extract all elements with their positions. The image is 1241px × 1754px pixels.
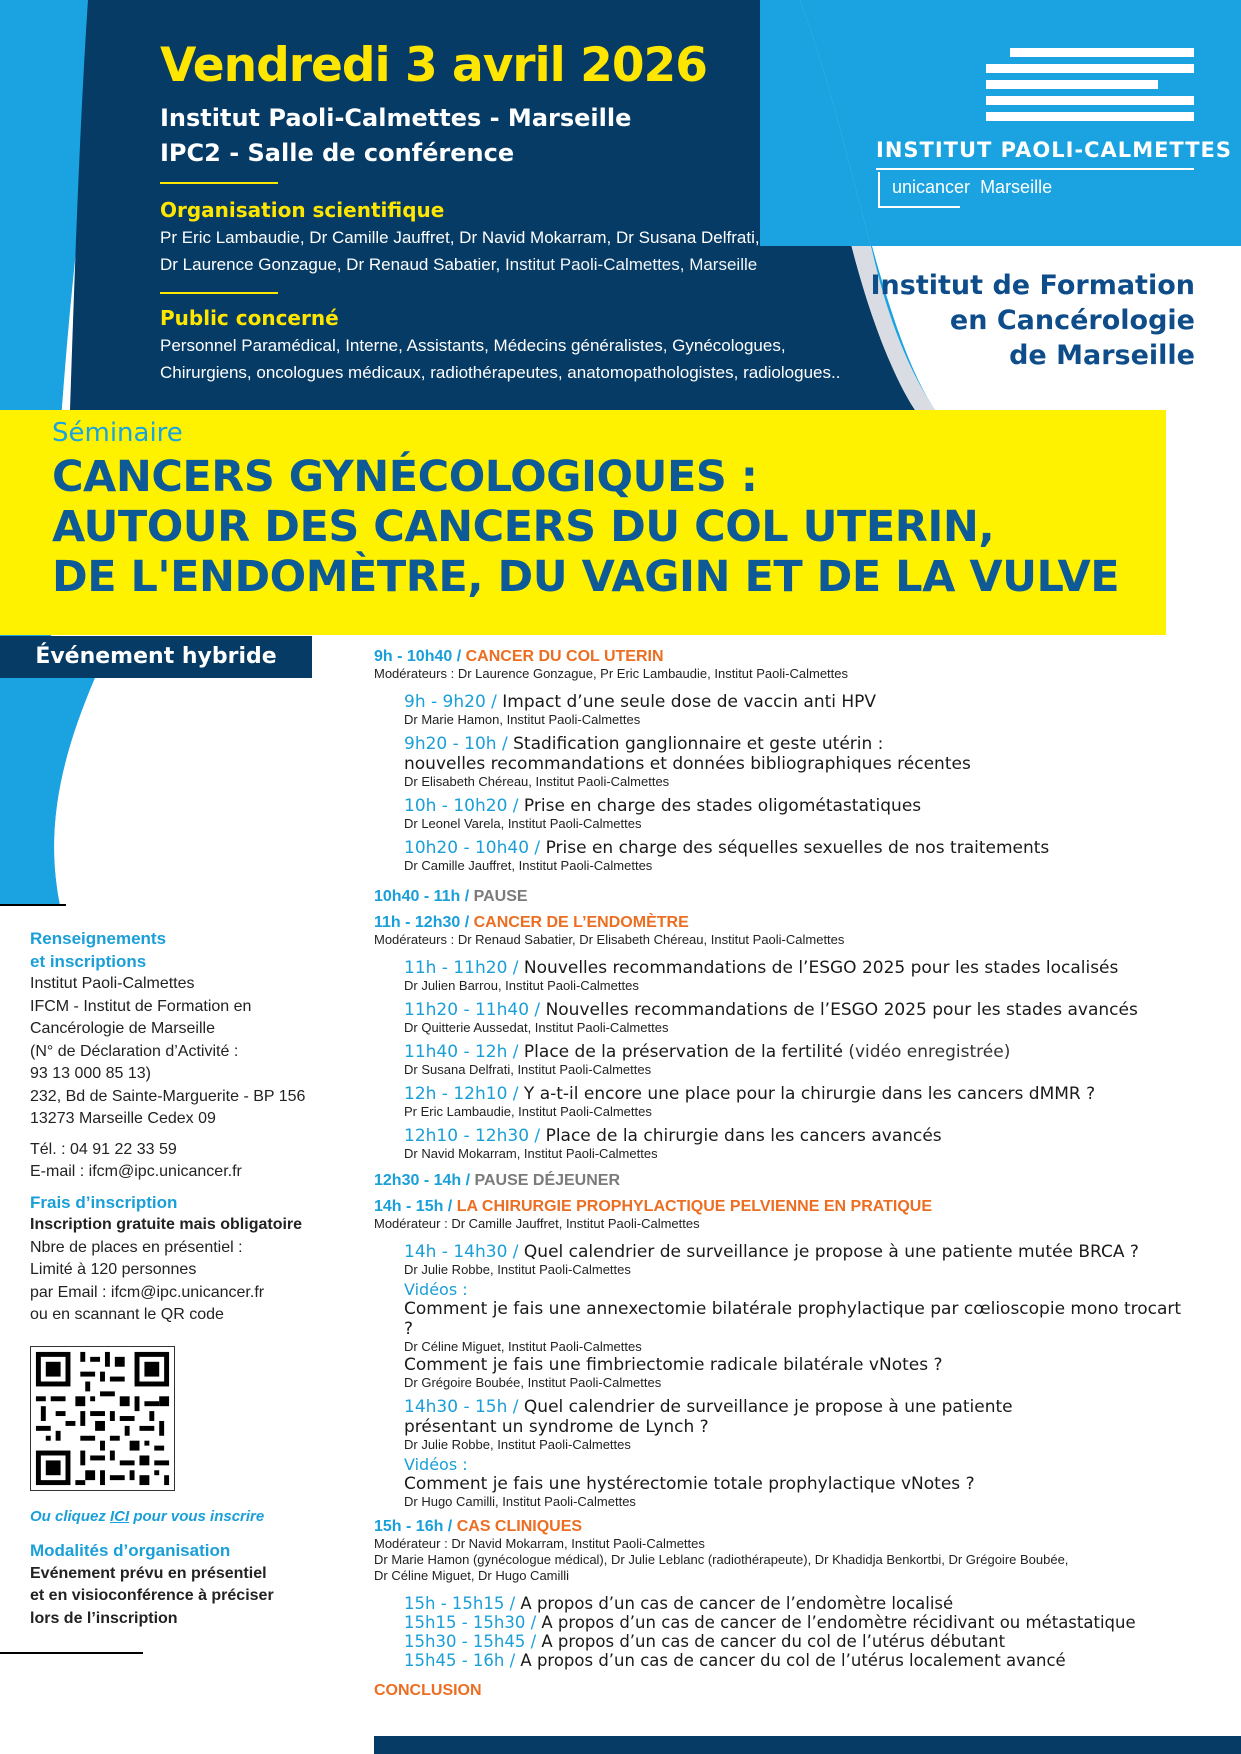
seminar-title-3: DE L'ENDOMÈTRE, DU VAGIN ET DE LA VULVE [52, 552, 1120, 602]
register-ici-link[interactable]: ICI [110, 1508, 130, 1525]
moderators-names: Modérateurs : Dr Renaud Sabatier, Dr Elisabeth Chéreau [374, 932, 704, 947]
case-time: 15h45 - 16h / [404, 1651, 521, 1670]
session [404, 692, 1194, 728]
public-title: Public concerné [160, 306, 339, 330]
seminar-title [52, 452, 1119, 602]
case-title: A propos d’un cas de cancer de l’endomètre récidivant ou métastatique [541, 1613, 1136, 1632]
moderators-names: Modérateur : Dr Camille Jauffret [374, 1216, 559, 1231]
session [404, 796, 1194, 832]
yellow-divider-2 [160, 292, 278, 294]
speaker: Dr Camille Jauffret [404, 858, 512, 873]
orga-inst: Institut Paoli-Calmettes, Marseille [504, 255, 758, 274]
logo-name: INSTITUT PAOLI-CALMETTES [876, 138, 1233, 162]
orga-text [160, 224, 760, 278]
ifcm-title [871, 268, 1195, 373]
speaker-inst: , Institut Paoli-Calmettes [511, 858, 653, 873]
block-prophylaxie-head [374, 1198, 1194, 1216]
pause-title: PAUSE [473, 888, 528, 905]
seminar-title-2: AUTOUR DES CANCERS DU COL UTERIN, [52, 502, 995, 552]
orga-line-1: Pr Eric Lambaudie, Dr Camille Jauffret, Dr Navid Mokarram, Dr Susana Delfrati, [160, 228, 760, 247]
speaker-inst: , Institut Paoli-Calmettes [520, 1375, 662, 1390]
event-date: Vendredi 3 avril 2026 [160, 38, 707, 93]
pause-time: 12h30 - 14h / [374, 1172, 475, 1189]
moderators-inst: , Institut Paoli-Calmettes [707, 666, 849, 681]
case-time: 15h - 15h15 / [404, 1594, 521, 1613]
public-line-1: Personnel Paramédical, Interne, Assistants, Médecins généralistes, Gynécologues, [160, 336, 786, 355]
participant-role: (gynécologue médical) [472, 1552, 604, 1567]
session-time: 11h - 11h20 / [404, 958, 524, 978]
session-time: 9h20 - 10h / [404, 734, 514, 754]
case [404, 1613, 1194, 1632]
phone: Tél. : 04 91 22 33 59 [30, 1140, 177, 1158]
block-items [404, 1594, 1194, 1670]
speaker-inst: , Institut Paoli-Calmettes [510, 1104, 652, 1119]
session-time: 14h30 - 15h / [404, 1397, 524, 1417]
pause-title: PAUSE DÉJEUNER [474, 1172, 621, 1189]
speaker-inst: , Institut Paoli-Calmettes [495, 1494, 636, 1509]
speaker: Dr Quitterie Aussedat [404, 1020, 528, 1035]
case-time: 15h30 - 15h45 / [404, 1632, 542, 1651]
moderators-inst: , Institut Paoli-Calmettes [558, 1216, 700, 1231]
fees-title: Frais d’inscription [30, 1192, 178, 1212]
block-endometre-head [374, 914, 1194, 932]
session-title: Quel calendrier de surveillance je propose à une patiente [523, 1397, 1013, 1417]
speaker: Dr Susana Delfrati [404, 1062, 511, 1077]
moderators [374, 1216, 1194, 1232]
speaker-inst: , Institut Paoli-Calmettes [500, 1339, 642, 1354]
fees-line: Nbre de places en présentiel : [30, 1238, 243, 1256]
session [404, 1000, 1194, 1036]
session-title: Prise en charge des séquelles sexuelles de nos traitements [545, 838, 1050, 858]
block-cas-head [374, 1518, 1194, 1536]
speaker: Dr Julie Robbe [404, 1262, 490, 1277]
videos-label: Vidéos : [404, 1280, 468, 1299]
session-title: Y a-t-il encore une place pour la chirurgie dans les cancers dMMR ? [523, 1084, 1096, 1104]
modal-line: Evénement prévu en présentiel [30, 1564, 267, 1582]
session [404, 1242, 1194, 1391]
logo-city: Marseille [980, 177, 1053, 197]
speaker-inst: , Institut Paoli-Calmettes [516, 1146, 658, 1161]
case [404, 1651, 1194, 1670]
info-title-2: et inscriptions [30, 951, 147, 971]
session-title-2: présentant un syndrome de Lynch ? [404, 1417, 709, 1437]
ifcm-line-3: de Marseille [1009, 340, 1195, 371]
session-title: Prise en charge des stades oligométastatiques [523, 796, 922, 816]
fees-line: Limité à 120 personnes [30, 1261, 197, 1278]
conclusion: CONCLUSION [374, 1682, 482, 1699]
session-title: Place de la préservation de la fertilité [523, 1042, 843, 1062]
register-link[interactable] [30, 1508, 264, 1525]
session-title: Nouvelles recommandations de l’ESGO 2025 pour les stades avancés [545, 1000, 1138, 1020]
session [404, 734, 1194, 790]
venue-line-2: IPC2 - Salle de conférence [160, 139, 515, 167]
session-time: 11h40 - 12h / [404, 1042, 524, 1062]
video-title: Comment je fais une annexectomie bilatérale prophylactique par cœlioscopie mono trocart ? [404, 1299, 1182, 1339]
block-items [404, 692, 1194, 874]
info-title-1: Renseignements [30, 929, 167, 948]
qr-code[interactable] [30, 1346, 175, 1491]
speaker: Dr Céline Miguet [404, 1339, 501, 1354]
block-time: 14h - 15h / [374, 1198, 457, 1215]
participant: , Dr Julie Leblanc [603, 1552, 708, 1567]
logo-sub [892, 177, 1052, 198]
moderators [374, 932, 1194, 948]
session-time: 14h - 14h30 / [404, 1242, 524, 1262]
case-title: A propos d’un cas de cancer de l’endomètre localisé [520, 1594, 954, 1613]
moderators [374, 666, 1194, 682]
modal-line: et en visioconférence à préciser [30, 1587, 274, 1604]
lunch-head [374, 1172, 1194, 1190]
case [404, 1594, 1194, 1613]
venue-line-1: Institut Paoli-Calmettes - Marseille [160, 104, 632, 132]
info-line: (N° de Déclaration d’Activité : [30, 1042, 239, 1060]
speaker-inst: , Institut Paoli-Calmettes [500, 816, 642, 831]
block-items [404, 1242, 1194, 1510]
orga-names: Dr Laurence Gonzague, Dr Renaud Sabatier, [160, 255, 501, 274]
session-title: Impact d’une seule dose de vaccin anti HPV [502, 692, 877, 712]
public-text [160, 332, 840, 386]
session-time: 12h10 - 12h30 / [404, 1126, 546, 1146]
block-title: CANCER DU COL UTERIN [465, 648, 664, 665]
public-line-2: Chirurgiens, oncologues médicaux, radiothérapeutes, anatomopathologistes, radiologues.. [160, 363, 841, 382]
speaker-inst: , Institut Paoli-Calmettes [497, 978, 639, 993]
speaker: Dr Marie Hamon [404, 712, 500, 727]
email[interactable]: E-mail : ifcm@ipc.unicancer.fr [30, 1163, 242, 1180]
modal-title: Modalités d’organisation [30, 1541, 231, 1560]
modal-line: lors de l’inscription [30, 1609, 178, 1627]
block-title: LA CHIRURGIE PROPHYLACTIQUE PELVIENNE EN PRATIQUE [456, 1198, 932, 1215]
block-title: CAS CLINIQUES [456, 1518, 583, 1535]
session [404, 838, 1194, 874]
bottom-bar [374, 1736, 1241, 1754]
participant: Dr Marie Hamon [374, 1552, 473, 1567]
case-time: 15h15 - 15h30 / [404, 1613, 542, 1632]
participants-2: Dr Céline Miguet, Dr Hugo Camilli [374, 1568, 570, 1583]
block-title: CANCER DE L’ENDOMÈTRE [473, 914, 689, 931]
seminar-title-1: CANCERS GYNÉCOLOGIQUES : [52, 452, 758, 502]
register-post: pour vous inscrire [129, 1508, 265, 1525]
speaker-inst: , Institut Paoli-Calmettes [490, 1262, 631, 1277]
speaker-inst: , Institut Paoli-Calmettes [499, 712, 641, 727]
session-title: Quel calendrier de surveillance je propose à une patiente mutée BRCA ? [523, 1242, 1139, 1262]
moderators [374, 1536, 1194, 1552]
moderators-names: Modérateur : Dr Navid Mokarram [374, 1536, 564, 1551]
block-items [404, 958, 1194, 1162]
logo-brand: unicancer [892, 177, 971, 197]
orga-title: Organisation scientifique [160, 198, 445, 222]
yellow-divider [160, 182, 278, 184]
session-title-2: nouvelles recommandations et données bibliographiques récentes [404, 754, 971, 774]
video-title: Comment je fais une hystérectomie totale prophylactique vNotes ? [404, 1474, 975, 1494]
session-time: 11h20 - 11h40 / [404, 1000, 546, 1020]
info-line: Cancérologie de Marseille [30, 1020, 215, 1037]
case [404, 1632, 1194, 1651]
videos-label: Vidéos : [404, 1455, 468, 1474]
info-section [30, 928, 330, 1327]
session-time: 10h20 - 10h40 / [404, 838, 546, 858]
speaker: Dr Grégoire Boubée [404, 1375, 521, 1390]
speaker-inst: , Institut Paoli-Calmettes [527, 1020, 669, 1035]
program [374, 648, 1194, 1700]
participant: , Dr Khadidja Benkortbi, Dr Grégoire Boubée, [807, 1552, 1069, 1567]
speaker: Dr Julie Robbe [404, 1437, 490, 1452]
case-title: A propos d’un cas de cancer du col de l’utérus localement avancé [520, 1651, 1066, 1670]
orga-line-2 [160, 251, 760, 278]
video-title: Comment je fais une fimbriectomie radicale bilatérale vNotes ? [404, 1355, 943, 1375]
info-line: IFCM - Institut de Formation en [30, 997, 252, 1015]
speaker: Dr Elisabeth Chéreau [404, 774, 529, 789]
logo-rule [876, 168, 1194, 170]
session [404, 1084, 1194, 1120]
info-line: 93 13 000 85 13) [30, 1065, 151, 1082]
session [404, 1126, 1194, 1162]
speaker: Dr Hugo Camilli [404, 1494, 496, 1509]
fees-line: ou en scannant le QR code [30, 1306, 224, 1323]
info-line: Institut Paoli-Calmettes [30, 975, 195, 992]
session-title: Stadification ganglionnaire et geste utérin : [513, 734, 884, 754]
session-note: (vidéo enregistrée) [842, 1042, 1011, 1062]
session-title: Nouvelles recommandations de l’ESGO 2025 pour les stades localisés [523, 958, 1119, 978]
moderators-names: Modérateurs : Dr Laurence Gonzague, Pr Eric Lambaudie [374, 666, 708, 681]
session [404, 958, 1194, 994]
hybrid-badge: Événement hybride [0, 636, 312, 678]
qr-code-icon [31, 1347, 174, 1490]
participants [374, 1552, 1194, 1568]
session-time: 9h - 9h20 / [404, 692, 503, 712]
speaker: Dr Julien Barrou [404, 978, 498, 993]
speaker: Dr Leonel Varela [404, 816, 501, 831]
speaker: Pr Eric Lambaudie [404, 1104, 511, 1119]
speaker-inst: , Institut Paoli-Calmettes [490, 1437, 631, 1452]
session [404, 1397, 1194, 1510]
pause-head [374, 888, 1194, 906]
session [404, 1042, 1194, 1078]
ifcm-line-1: Institut de Formation [870, 270, 1195, 301]
speaker: Dr Navid Mokarram [404, 1146, 517, 1161]
moderators-inst: , Institut Paoli-Calmettes [564, 1536, 705, 1551]
speaker-inst: , Institut Paoli-Calmettes [510, 1062, 652, 1077]
session-title: Place de la chirurgie dans les cancers avancés [545, 1126, 942, 1146]
fees-line: par Email : ifcm@ipc.unicancer.fr [30, 1283, 265, 1301]
block-time: 11h - 12h30 / [374, 914, 474, 931]
fees-bold: Inscription gratuite mais obligatoire [30, 1216, 303, 1233]
session-time: 12h - 12h10 / [404, 1084, 524, 1104]
case-title: A propos d’un cas de cancer du col de l’utérus débutant [541, 1632, 1006, 1651]
register-pre: Ou cliquez [30, 1508, 111, 1525]
block-col-uterin-head [374, 648, 1194, 666]
modal-section [30, 1540, 330, 1630]
speaker-inst: , Institut Paoli-Calmettes [528, 774, 670, 789]
info-line: 232, Bd de Sainte-Marguerite - BP 156 [30, 1087, 306, 1105]
seminar-label: Séminaire [52, 418, 183, 448]
info-line: 13273 Marseille Cedex 09 [30, 1110, 216, 1127]
ifcm-line-2: en Cancérologie [949, 305, 1195, 336]
participant-role: (radiothérapeute) [707, 1552, 808, 1567]
moderators-inst: , Institut Paoli-Calmettes [703, 932, 845, 947]
block-time: 15h - 16h / [374, 1518, 457, 1535]
block-time: 9h - 10h40 / [374, 648, 466, 665]
pause-time: 10h40 - 11h / [374, 888, 474, 905]
session-time: 10h - 10h20 / [404, 796, 524, 816]
